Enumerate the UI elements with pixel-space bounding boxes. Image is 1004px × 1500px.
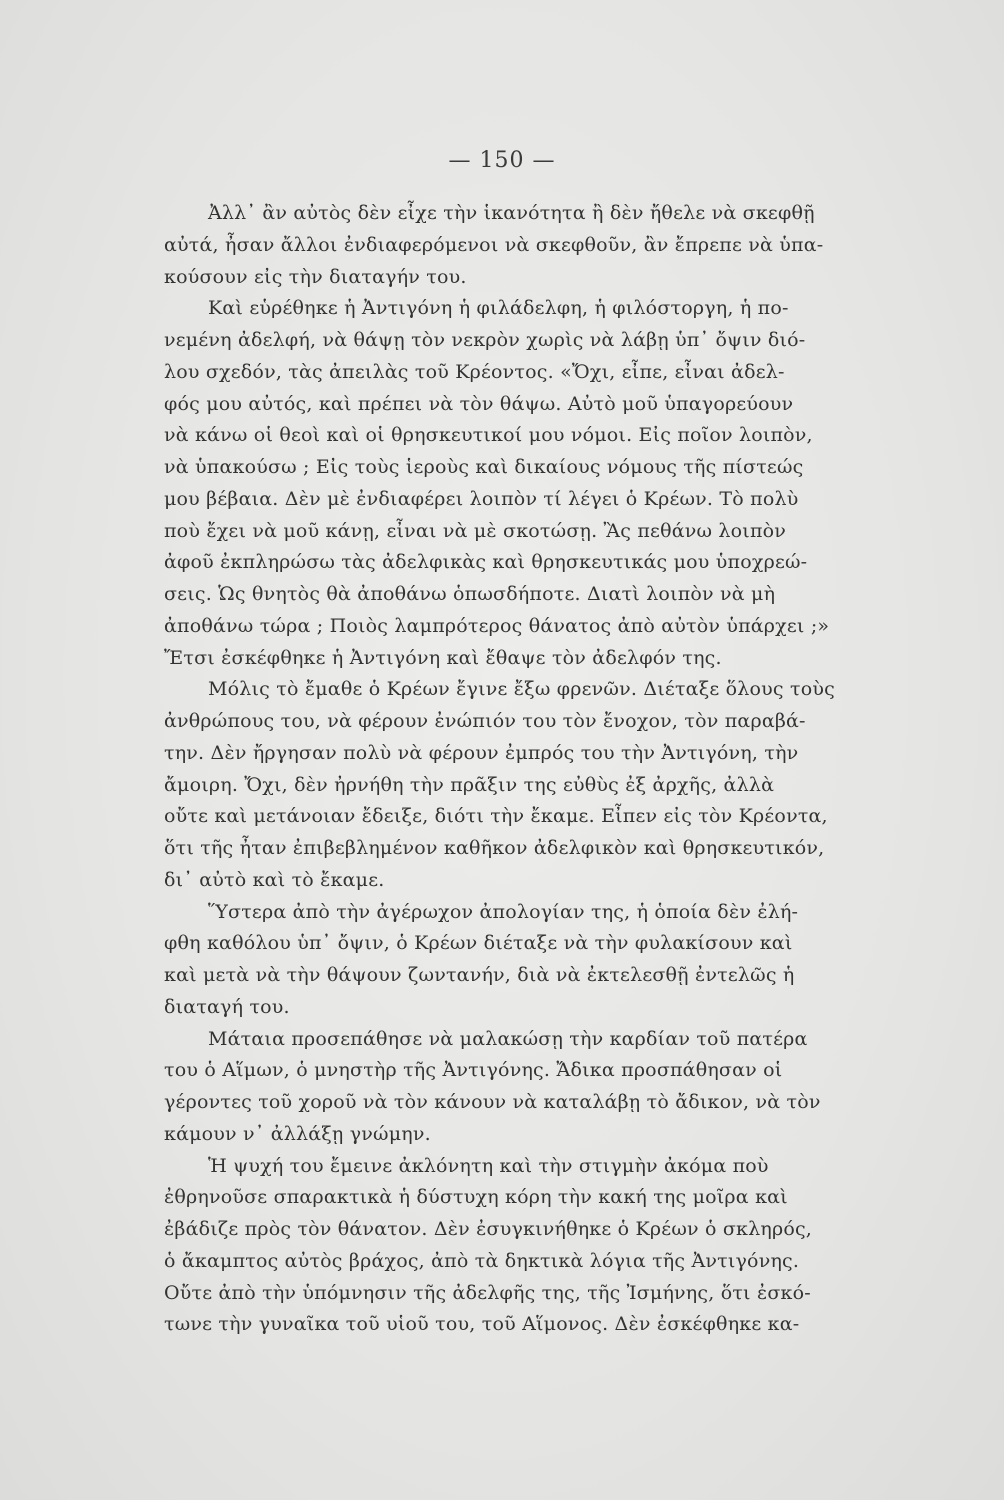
text-line: δι᾽ αὐτὸ καὶ τὸ ἔκαμε.	[164, 868, 385, 891]
text-line: μου βέβαια. Δὲν μὲ ἐνδιαφέρει λοιπὸν τί λέγει ὁ Κρέων. Τὸ πολὺ	[164, 487, 799, 510]
text-line: Οὔτε ἀπὸ τὴν ὑπόμνησιν τῆς ἀδελφῆς της, τῆς Ἰσμήνης, ὅτι ἐσκό-	[164, 1281, 811, 1304]
text-line: την. Δὲν ἤργησαν πολὺ νὰ φέρουν ἐμπρός του τὴν Ἀντιγόνη, τὴν	[164, 741, 799, 764]
text-line: Καὶ εὑρέθηκε ἡ Ἀντιγόνη ἡ φιλάδελφη, ἡ φιλόστοργη, ἡ πο-	[208, 297, 789, 320]
text-line: Μόλις τὸ ἔμαθε ὁ Κρέων ἔγινε ἔξω φρενῶν. Διέταξε ὅλους τοὺς	[208, 678, 835, 701]
text-line: ἀφοῦ ἐκπληρώσω τὰς ἀδελφικὰς καὶ θρησκευτικάς μου ὑποχρεώ-	[164, 551, 808, 574]
text-line: ἄμοιρη. Ὄχι, δὲν ἠρνήθη τὴν πρᾶξιν της εὐθὺς ἐξ ἀρχῆς, ἀλλὰ	[164, 773, 775, 796]
text-line: κούσουν εἰς τὴν διαταγήν του.	[164, 265, 467, 288]
text-line: οὔτε καὶ μετάνοιαν ἔδειξε, διότι τὴν ἔκαμε. Εἶπεν εἰς τὸν Κρέοντα,	[164, 805, 828, 828]
text-line: διαταγή του.	[164, 995, 290, 1018]
text-line: ἀποθάνω τώρα ; Ποιὸς λαμπρότερος θάνατος ἀπὸ αὐτὸν ὑπάρχει ;»	[164, 614, 830, 637]
text-line: γέροντες τοῦ χοροῦ νὰ τὸν κάνουν νὰ καταλάβῃ τὸ ἄδικον, νὰ τὸν	[164, 1091, 821, 1113]
text-line: τωνε τὴν γυναῖκα τοῦ υἱοῦ του, τοῦ Αἵμονος. Δὲν ἐσκέφθηκε κα-	[164, 1313, 800, 1336]
text-line: ποὺ ἔχει νὰ μοῦ κάνῃ, εἶναι νὰ μὲ σκοτώσῃ. Ἂς πεθάνω λοιπὸν	[164, 519, 787, 542]
text-line: κάμουν ν᾽ ἀλλάξῃ γνώμην.	[164, 1122, 431, 1145]
text-line: φός μου αὐτός, καὶ πρέπει νὰ τὸν θάψω. Αὐτὸ μοῦ ὑπαγορεύουν	[164, 392, 794, 415]
text-line: του ὁ Αἵμων, ὁ μνηστὴρ τῆς Ἀντιγόνης. Ἄδικα προσπάθησαν οἱ	[164, 1059, 783, 1082]
text-line: φθη καθόλου ὑπ᾽ ὄψιν, ὁ Κρέων διέταξε νὰ τὴν φυλακίσουν καὶ	[164, 932, 793, 955]
text-line: ὅτι τῆς ἦταν ἐπιβεβλημένον καθῆκον ἀδελφικὸν καὶ θρησκευτικόν,	[164, 837, 825, 859]
text-line: λου σχεδόν, τὰς ἀπειλὰς τοῦ Κρέοντος. «Ὄχι, εἶπε, εἶναι ἀδελ-	[164, 360, 785, 383]
text-line: ἐβάδιζε πρὸς τὸν θάνατον. Δὲν ἐσυγκινήθηκε ὁ Κρέων ὁ σκληρός,	[164, 1218, 813, 1240]
page-number: — 150 —	[448, 148, 556, 173]
text-line: ἀνθρώπους του, νὰ φέρουν ἐνώπιόν του τὸν ἔνοχον, τὸν παραβά-	[164, 710, 806, 732]
text-line: Ἔτσι ἐσκέφθηκε ἡ Ἀντιγόνη καὶ ἔθαψε τὸν ἀδελφόν της.	[164, 646, 722, 669]
text-line: Μάταια προσεπάθησε νὰ μαλακώσῃ τὴν καρδίαν τοῦ πατέρα	[208, 1027, 808, 1050]
text-line: νὰ κάνω οἱ θεοὶ καὶ οἱ θρησκευτικοί μου νόμοι. Εἰς ποῖον λοιπὸν,	[164, 424, 813, 447]
text-line: νὰ ὑπακούσω ; Εἰς τοὺς ἱεροὺς καὶ δικαίους νόμους τῆς πίστεώς	[164, 456, 804, 478]
text-line: σεις. Ὡς θνητὸς θὰ ἀποθάνω ὁπωσδήποτε. Διατὶ λοιπὸν νὰ μὴ	[164, 583, 776, 605]
text-line: Ἀλλ᾽ ἂν αὐτὸς δὲν εἶχε τὴν ἱκανότητα ἢ δὲν ἤθελε νὰ σκεφθῇ	[208, 202, 815, 224]
text-line: Ἡ ψυχή του ἔμεινε ἀκλόνητη καὶ τὴν στιγμὴν ἀκόμα ποὺ	[208, 1154, 769, 1177]
text-line: ὁ ἄκαμπτος αὐτὸς βράχος, ἀπὸ τὰ δηκτικὰ λόγια τῆς Ἀντιγόνης.	[164, 1249, 800, 1272]
text-line: ἐθρηνοῦσε σπαρακτικὰ ἡ δύστυχη κόρη τὴν κακή της μοῖρα καὶ	[164, 1186, 788, 1209]
text-line: νεμένη ἀδελφή, νὰ θάψῃ τὸν νεκρὸν χωρὶς νὰ λάβῃ ὑπ᾽ ὄψιν διό-	[164, 329, 806, 351]
text-line: καὶ μετὰ νὰ τὴν θάψουν ζωντανήν, διὰ νὰ ἐκτελεσθῇ ἐντελῶς ἡ	[164, 964, 795, 986]
text-line: Ὕστερα ἀπὸ τὴν ἀγέρωχον ἀπολογίαν της, ἡ ὁποία δὲν ἐλή-	[208, 900, 799, 923]
body-text	[164, 198, 878, 1341]
text-line: αὐτά, ἦσαν ἄλλοι ἐνδιαφερόμενοι νὰ σκεφθοῦν, ἂν ἔπρεπε νὰ ὑπα-	[164, 233, 824, 256]
